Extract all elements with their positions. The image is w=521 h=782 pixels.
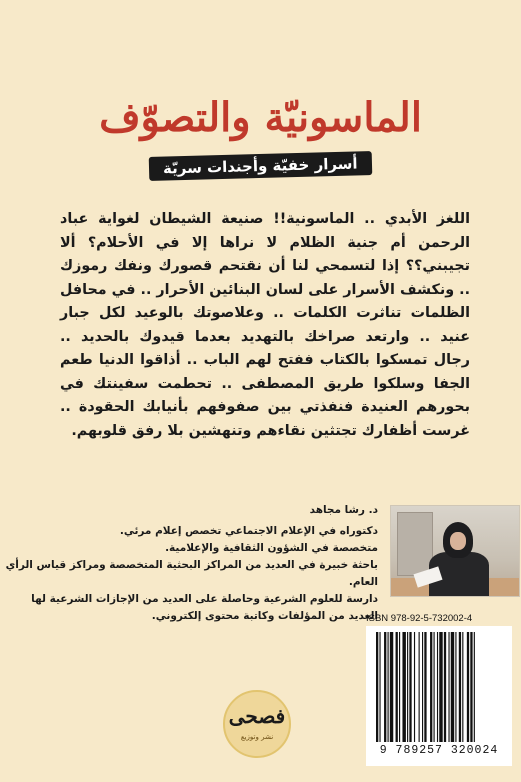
cover-blurb: اللغز الأبدي .. الماسونية!! صنيعة الشيطان لغواية عباد الرحمن أم جنية الظلام لا نراها إلا في الأحلام؟ ألا تجيبني؟؟ إذا لتسمحي لنا أن نقتحم قصورك ونفك رموزك .. ونكشف الأسرار على لسان البنائين الأحرار .. في محافل الظلمات تناثرت الكلمات .. وعلاصوتك بالوعيد لكل جبار عنيد .. وارتعد صراخك بالتهديد بعدما قيدوك بالحديد .. رجال تمسكوا بالكتاب ففتح لهم الباب .. أذاقوا الدنيا طعم الجفا وسلكوا طريق المصطفى .. تحطمت سفينتك في بحورهم العنيدة فنفذتي بين صفوفهم بأنيابك الحقودة .. غرست أظفارك تجتثين نقاءهم وتنهشين بلا رفق قلوبهم. [60,211,470,439]
barcode-bar [467,632,469,742]
barcode-bar [439,632,442,742]
barcode-bar [448,632,449,742]
publisher-logo-text: فصحى [228,704,286,728]
author-bio-line: باحثة خبيرة في العديد من المراكز البحثية المتخصصة ومراكز قياس الرأي العام. [5,559,378,588]
barcode-bar [402,632,405,742]
book-title: الماسونيّة والتصوّف [99,94,422,141]
barcode-bar [430,632,432,742]
barcode-bar [409,632,411,742]
barcode-bar [376,632,378,742]
barcode-bar [396,632,398,742]
barcode-bar [422,632,423,742]
author-bio [0,502,378,625]
barcode-bars [372,632,506,744]
barcode-bar [384,632,386,742]
barcode-bar [455,632,456,742]
barcode-bar [419,632,420,742]
barcode-bar [424,632,426,742]
barcode-bar [437,632,438,742]
author-photo [390,505,520,597]
author-bio-line: متخصصة في الشؤون الثقافية والإعلامية. [165,542,378,554]
book-subtitle: أسرار خفيّة وأجندات سريّة [149,151,372,181]
isbn-label: ISBN 978-92-5-732002-4 [366,613,473,624]
barcode-bar [414,632,415,742]
author-bio-line: دكتوراه في الإعلام الاجتماعي تخصص إعلام مرئي. [119,525,378,537]
barcode-bar [399,632,400,742]
barcode-bar [451,632,454,742]
subtitle-banner [0,154,521,178]
barcode-bar [462,632,463,742]
barcode-bar [474,632,475,742]
barcode-digits: 9 789257 320024 [379,744,499,757]
barcode-bar [444,632,446,742]
publisher-logo [223,690,291,758]
barcode-bar [379,632,380,742]
barcode-bar [388,632,389,742]
barcode-bar [459,632,461,742]
barcode-bar [407,632,408,742]
author-name: د. رشا مجاهد [309,504,378,516]
publisher-tagline: نشر وتوزيع [240,733,274,741]
barcode-bar [470,632,472,742]
author-bio-line: دارسة للعلوم الشرعية وحاصلة على العديد من الإجازات الشرعية لها العديد من المؤلفات وكاتبة محتوى إلكتروني. [31,593,378,622]
barcode-bar [434,632,435,742]
barcode-bar [390,632,393,742]
